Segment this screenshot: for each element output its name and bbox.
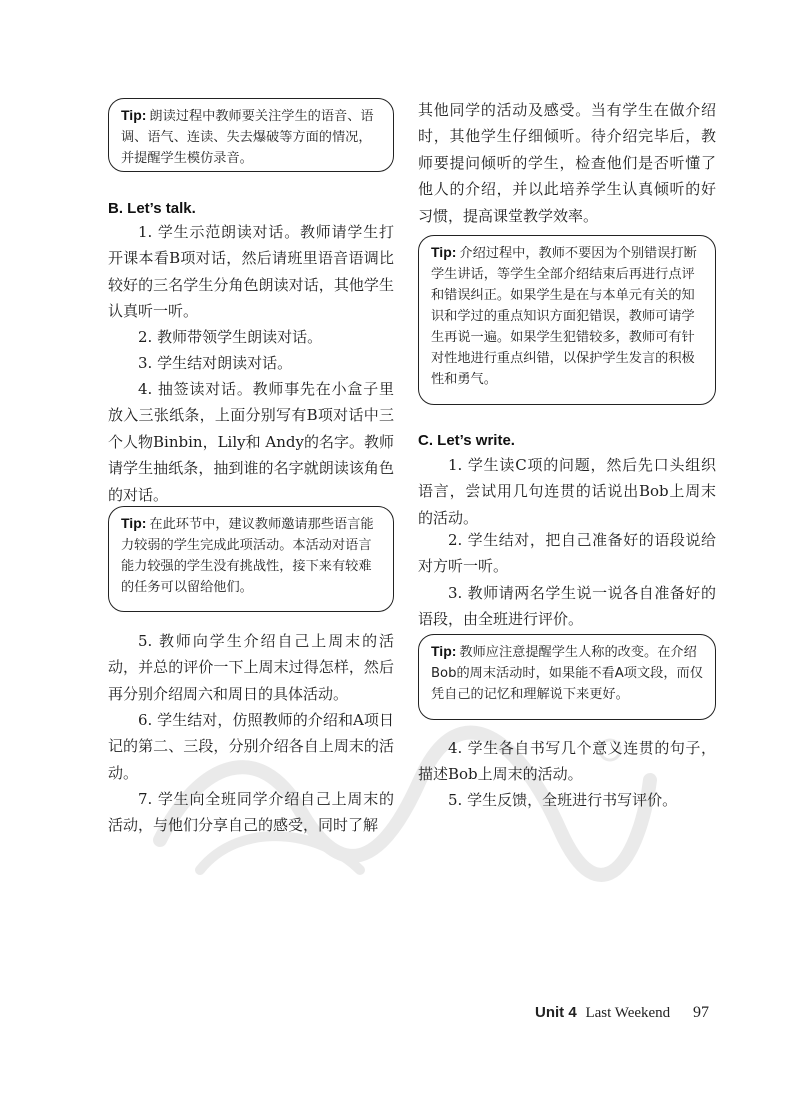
page-footer [535,1003,709,1022]
footer-unit: Unit 4 [535,1004,577,1021]
b-step-1: 1. 学生示范朗读对话。教师请学生打开课本看B项对话，然后请班里语音语调比较好的三名学生分角色朗读对话，其他学生认真听一听。 [108,223,394,321]
b-step-7: 7. 学生向全班同学介绍自己上周末的活动，与他们分享自己的感受，同时了解 [108,790,394,835]
tip-box-introduction [418,235,716,405]
b-step-6: 6. 学生结对，仿照教师的介绍和A项日记的第二、三段，分别介绍各自上周末的活动。 [108,711,394,782]
c-step-5: 5. 学生反馈，全班进行书写评价。 [448,791,678,809]
tip-text: 介绍过程中，教师不要因为个别错误打断学生讲话，等学生全部介绍结束后再进行点评和错误纠正。如果学生是在与本单元有关的知识和学过的重点知识方面犯错误，教师可请学生再说一遍。如果学生犯错较多，教师可有针对性地进行重点纠错，以保护学生发言的积极性和勇气。 [431,246,697,387]
tip-label: Tip: [431,643,457,659]
footer-title: Last Weekend [585,1005,671,1021]
tip-label: Tip: [431,244,457,260]
tip-box-person-change [418,634,716,720]
c-step-4: 4. 学生各自书写几个意义连贯的句子，描述Bob上周末的活动。 [418,739,716,784]
c-step-3: 3. 教师请两名学生说一说各自准备好的语段，由全班进行评价。 [418,584,716,629]
section-c-heading: C. Let’s write. [418,432,515,449]
tip-label: Tip: [121,515,147,531]
tip-box-weak-students [108,506,394,612]
page-number: 97 [692,1004,709,1021]
tip-text: 朗读过程中教师要关注学生的语音、语调、语气、连读、失去爆破等方面的情况，并提醒学生模仿录音。 [121,109,374,166]
c-step-1: 1. 学生读C项的问题，然后先口头组织语言，尝试用几句连贯的话说出Bob上周末的活动。 [418,456,716,527]
continuation-paragraph: 其他同学的活动及感受。当有学生在做介绍时，其他学生仔细倾听。待介绍完毕后，教师要提问倾听的学生，检查他们是否听懂了他人的介绍，并以此培养学生认真倾听的好习惯，提高课堂教学效率。 [418,101,716,225]
b-step-5: 5. 教师向学生介绍自己上周末的活动，并总的评价一下上周末过得怎样，然后再分别介绍周六和周日的具体活动。 [108,632,394,703]
section-b-heading: B. Let’s talk. [108,200,196,217]
tip-box-reading [108,98,394,172]
tip-text: 在此环节中，建议教师邀请那些语言能力较弱的学生完成此项活动。本活动对语言能力较强的学生没有挑战性，接下来有较难的任务可以留给他们。 [121,517,374,595]
b-step-2: 2. 教师带领学生朗读对话。 [138,328,323,346]
b-step-3: 3. 学生结对朗读对话。 [138,354,293,372]
tip-text: 教师应注意提醒学生人称的改变。在介绍Bob的周末活动时，如果能不看A项文段，而仅凭自己的记忆和理解说下来更好。 [431,645,703,702]
b-step-4: 4. 抽签读对话。教师事先在小盒子里放入三张纸条，上面分别写有B项对话中三个人物Binbin，Lily和 Andy的名字。教师请学生抽纸条，抽到谁的名字就朗读该角色的对话。 [108,380,394,504]
tip-label: Tip: [121,107,147,123]
c-step-2: 2. 学生结对，把自己准备好的语段说给对方听一听。 [418,531,716,576]
